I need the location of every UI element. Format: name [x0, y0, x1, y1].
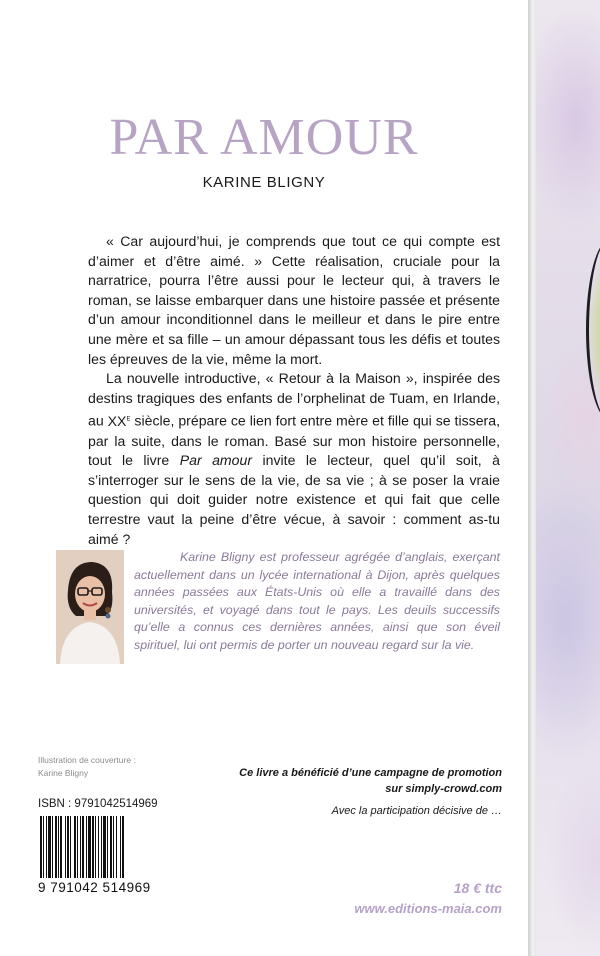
barcode-bar: [86, 816, 87, 878]
front-cover-watercolor-edge: [536, 0, 600, 956]
barcode-bar: [82, 816, 84, 878]
author-bio: [134, 549, 500, 655]
barcode-digits: 9 791042 514969: [38, 880, 151, 895]
barcode-bar: [110, 816, 112, 878]
publisher-website: www.editions-maia.com: [354, 901, 502, 916]
barcode-bar: [67, 816, 69, 878]
blurb-paragraph-2-part-a: La nouvelle introductive, « Retour à la Maison », inspirée des destins tragiques des enfants de l’orphelinat de Tuam, en Irlande, au: [88, 370, 500, 430]
barcode-bar: [46, 816, 47, 878]
isbn-barcode: [38, 816, 154, 878]
participation-note: Avec la participation décisive de …: [331, 805, 502, 817]
promotion-line-2: sur simply-crowd.com: [385, 783, 502, 795]
barcode-bar: [113, 816, 114, 878]
barcode-bar: [52, 816, 53, 878]
barcode-bar: [58, 816, 59, 878]
credit-label: Illustration de couverture :: [38, 755, 136, 765]
isbn-label: ISBN : 9791042514969: [38, 798, 158, 810]
credit-name: Karine Bligny: [38, 768, 89, 778]
century-superscript: e: [126, 412, 131, 423]
barcode-bar: [98, 816, 99, 878]
barcode-bar: [70, 816, 71, 878]
blurb-paragraph-2-part-b: siècle, prépare ce lien fort entre mère et fille qui se tissera, par la suite, dans le roman. Basé sur mon histoire personnelle, tout le livre: [88, 413, 500, 469]
barcode-bar: [107, 816, 108, 878]
barcode-bar: [88, 816, 91, 878]
barcode-bar: [48, 816, 51, 878]
book-title: PAR AMOUR: [109, 109, 419, 166]
barcode-bar: [55, 816, 57, 878]
barcode-bar: [80, 816, 81, 878]
barcode-bar: [101, 816, 102, 878]
blurb-paragraph-1: « Car aujourd’hui, je comprends que tout ce qui compte est d’aimer et d’être aimé. » Cette réalisation, cruciale pour la narratrice, pourra l’être aussi pour le lecteur qui, à travers le roman, se laisse embarquer dans une histoire passée et présente d’un amour inconditionnel dans le meilleur et dans le pire entre une mère et sa fille – un amour dépassant tous les défis et toutes les épreuves de la vie, même la mort.: [88, 233, 500, 367]
promotion-line-1: Ce livre a bénéficié d’une campagne de promotion: [239, 767, 502, 779]
barcode-bar: [103, 816, 106, 878]
author-photo: [56, 550, 124, 664]
barcode-bar: [65, 816, 66, 878]
book-spine: [528, 0, 536, 956]
blurb-paragraph-2: [88, 369, 500, 549]
back-cover-blurb: [88, 232, 500, 549]
barcode-bar: [122, 816, 124, 878]
century-numeral: [108, 413, 131, 429]
author-bio-text: Karine Bligny est professeur agrégée d’anglais, exerçant actuellement dans un lycée international à Dijon, après quelques années passées aux États-Unis où elle a travaillé dans des universités, et voyagé dans tout le pays. Les deuils successifs qu’elle a connus ces dernières années, ainsi que son éveil spirituel, lui ont permis de porter un nouveau regard sur la vie.: [134, 550, 500, 652]
author-name: KARINE BLIGNY: [202, 174, 326, 191]
barcode-bar: [95, 816, 96, 878]
watercolor-leaf-shape: [586, 240, 600, 420]
barcode-bar: [40, 816, 42, 878]
book-title-italic: Par amour: [179, 452, 253, 469]
promotion-note: [239, 765, 502, 797]
barcode-bar: [60, 816, 62, 878]
century-text: XX: [107, 413, 127, 430]
barcode-bar: [120, 816, 121, 878]
barcode-bar: [92, 816, 94, 878]
cover-illustration-credit: [38, 754, 136, 780]
price: 18 € ttc: [453, 880, 502, 896]
barcode-bar: [77, 816, 78, 878]
barcode-bar: [116, 816, 117, 878]
barcode-bar: [43, 816, 44, 878]
blurb-paragraph-2-part-c: invite le lecteur, quel qu’il soit, à s’interroger sur le sens de la vie, de sa vie ; à se poser la vraie question qui doit guider notre existence et qui fait que celle terrestre vaut la peine d’être vécue, à savoir : comment as-tu aimé ?: [88, 452, 500, 547]
barcode-bar: [74, 816, 76, 878]
